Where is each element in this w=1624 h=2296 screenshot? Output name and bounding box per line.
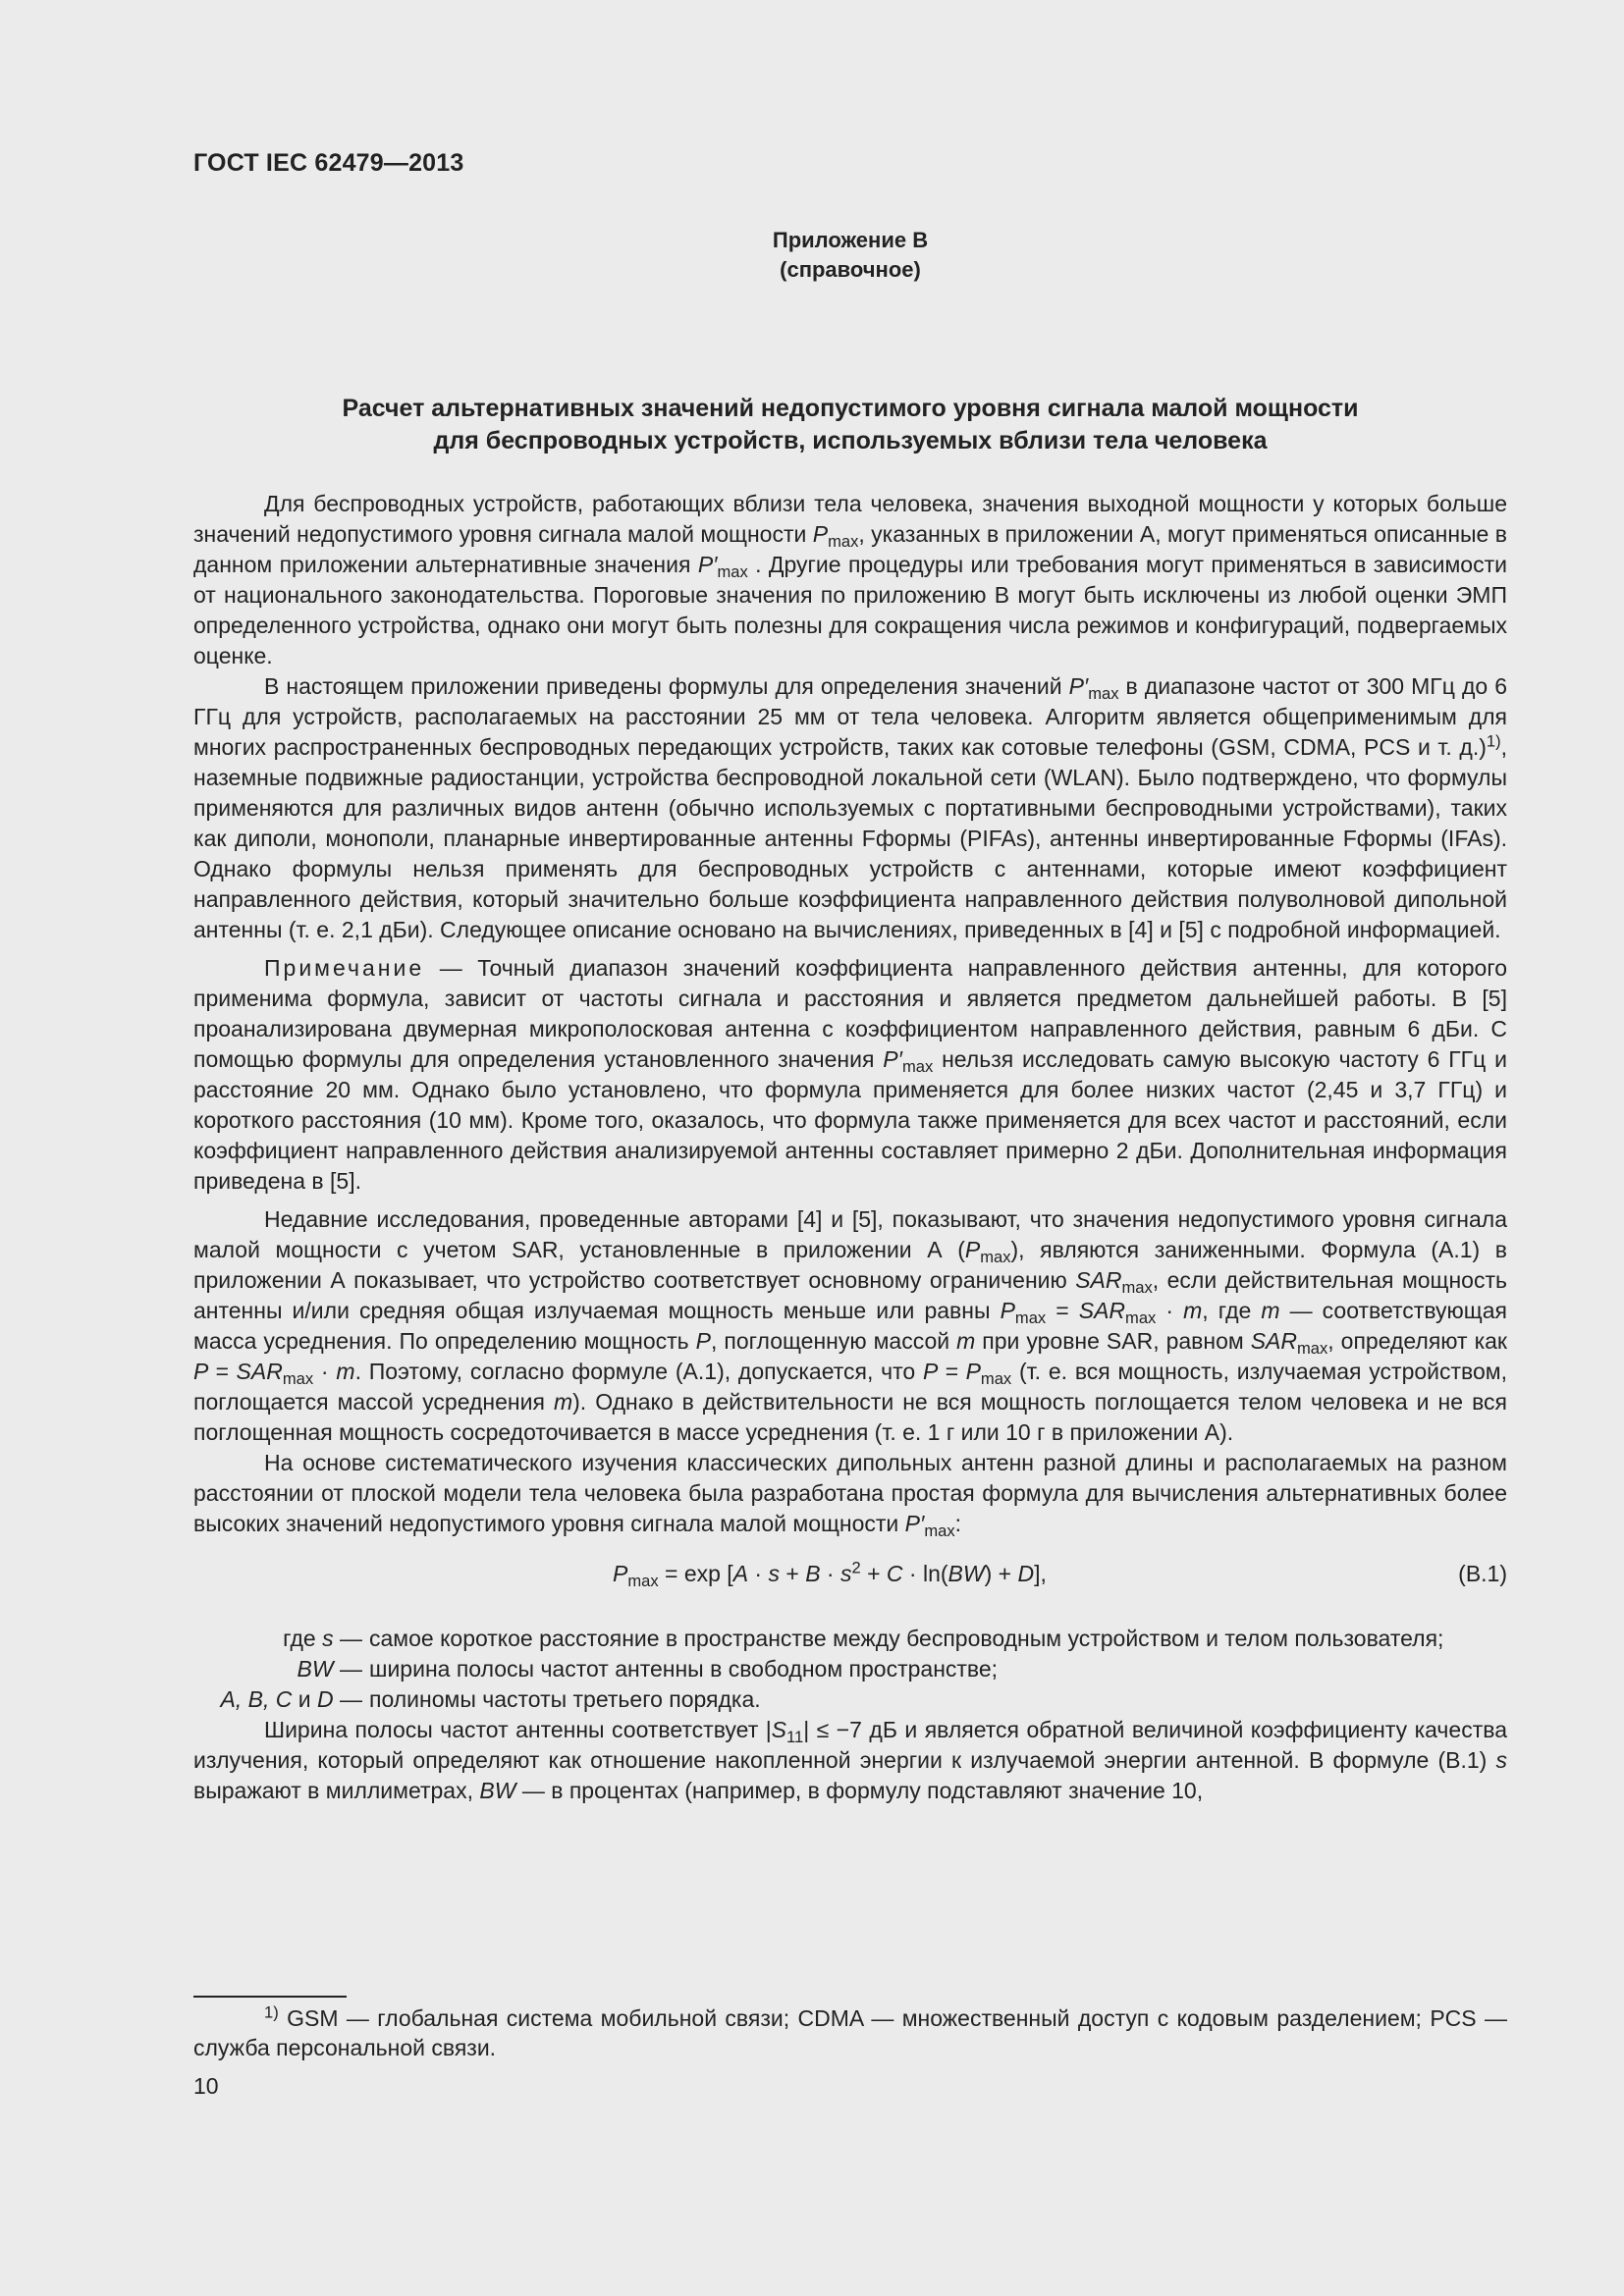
superscript: 2 — [851, 1558, 861, 1577]
text-run: , если действительная мощность антенны и/или средняя общая излучаемая мощность меньше или равны — [193, 1267, 1507, 1323]
symbol: s — [1495, 1747, 1507, 1773]
subscript: max — [1297, 1338, 1328, 1358]
symbol: S — [771, 1717, 787, 1742]
term-prefix: где — [283, 1626, 323, 1651]
text-run: нельзя исследовать самую высокую частоту 6 ГГц и расстояние 20 мм. Однако было установлено, что формула применяется для более низких частот (2,45 и 3,7 ГГц) и короткого расстояния (10 мм). Кроме того, оказалось, что формула также применяется для всех частот и расстояний, если коэффициент направленного действия анализируемой антенны составляет примерно 2 дБи. Дополнительная информация приведена в [5]. — [193, 1046, 1507, 1194]
symbol: m — [1183, 1298, 1203, 1323]
symbol: P = P — [923, 1359, 981, 1384]
formula-text: · ln( — [902, 1561, 948, 1586]
text-run: · — [313, 1359, 337, 1384]
symbol: m — [1261, 1298, 1280, 1323]
text-run: ), являются заниженными. Формула (А.1) в приложении А показывает, что устройство соответствует основному ограничению — [193, 1237, 1508, 1293]
symbol: SAR — [1250, 1328, 1297, 1354]
subscript: max — [980, 1368, 1012, 1388]
text-run: — соответствующая масса усреднения. По определению мощность — [193, 1298, 1507, 1354]
text-run: в диапазоне частот от 300 МГц до 6 ГГц для устройств, располагаемых на расстоянии 25 мм от тела человека. Алгоритм является общеприменимым для многих распространенных беспроводных передающих устройств, таких как сотовые телефоны (GSM, CDMA, PCS и т. д.) — [193, 673, 1507, 760]
formula-symbol: C — [886, 1561, 903, 1586]
formula-text: · — [820, 1561, 840, 1586]
term-dash: — — [333, 1656, 362, 1682]
subscript: 11 — [786, 1727, 804, 1746]
text-run: — Точный диапазон значений коэффициента направленного действия антенны, для которого применима формула, зависит от частоты сигнала и расстояния и является предметом дальнейшей работы. В [5] проанализирована двумерная микрополосковая антенна с коэффициентом направленного действия, равным 6 дБи. С помощью формулы для определения установленного значения — [193, 955, 1507, 1072]
text-run: . Поэтому, согласно формуле (А.1), допускается, что — [354, 1359, 924, 1384]
subscript: max — [828, 531, 859, 551]
text-run: · — [1156, 1298, 1184, 1323]
formula-text: = exp [ — [658, 1561, 733, 1586]
formula-text: + — [860, 1561, 887, 1586]
symbol: SAR — [1078, 1298, 1126, 1323]
definition-description: самое короткое расстояние в пространстве между беспроводным устройством и телом пользователя; — [369, 1626, 1444, 1651]
symbol: m — [956, 1328, 976, 1354]
text-run: (т. е. вся мощность, излучаемая устройством, поглощается массой усреднения — [193, 1359, 1507, 1415]
text-run: : — [954, 1511, 961, 1536]
formula-expression — [613, 1559, 1047, 1589]
paragraph-3 — [193, 1204, 1507, 1448]
term-dash: — — [333, 1626, 362, 1651]
formula-symbol: P — [613, 1561, 628, 1586]
definition-term — [193, 1684, 369, 1715]
formula-symbol: BW — [947, 1561, 985, 1586]
term-dash: — — [333, 1686, 362, 1712]
paragraph-1 — [193, 489, 1507, 671]
subscript: max — [1121, 1277, 1153, 1297]
symbol: BW — [479, 1778, 516, 1803]
term-symbol: A, B, C — [220, 1686, 293, 1712]
paragraph-5 — [193, 1715, 1507, 1806]
definition-description: ширина полосы частот антенны в свободном пространстве; — [369, 1656, 999, 1682]
subscript: max — [901, 1056, 934, 1076]
definition-term — [193, 1624, 369, 1654]
text-run: выражают в миллиметрах, — [193, 1778, 480, 1803]
definition-description: полиномы частоты третьего порядка. — [369, 1686, 761, 1712]
definitions-list — [193, 1624, 1507, 1715]
term-symbol: s — [322, 1626, 334, 1651]
formula-symbol: A — [732, 1561, 749, 1586]
formula-symbol: B — [805, 1561, 821, 1586]
definition-item — [193, 1654, 1507, 1684]
symbol-p-prime: P′ — [1068, 673, 1089, 699]
symbol: m — [553, 1389, 573, 1415]
text-run: , где — [1202, 1298, 1262, 1323]
symbol: P = SAR — [193, 1359, 283, 1384]
symbol-p-prime: P′ — [697, 552, 718, 577]
subscript: max — [1088, 683, 1119, 703]
text-run: На основе систематического изучения классических дипольных антенн разной длины и располагаемых на разном расстоянии от плоской модели тела человека была разработана простая формула для вычисления альтернативных более высоких значений недопустимого уровня сигнала малой мощности — [193, 1450, 1507, 1536]
annex-status: (справочное) — [780, 257, 921, 282]
annex-title-line-1: Расчет альтернативных значений недопустимого уровня сигнала малой мощности — [342, 395, 1359, 422]
paragraph-4 — [193, 1448, 1507, 1539]
formula-symbol: D — [1017, 1561, 1035, 1586]
symbol-p-prime: P′ — [883, 1046, 902, 1072]
note-label: Примечание — [264, 955, 425, 981]
definition-item — [193, 1624, 1507, 1654]
text-run: , поглощенную массой — [711, 1328, 957, 1354]
text-run: , наземные подвижные радиостанции, устройства беспроводной локальной сети (WLAN). Было подтверждено, что формулы применяются для различных видов антенн (обычно используемых с портативными беспроводными устройствами), таких как диполи, монополи, планарные инвертированные антенны Fформы (PIFAs), антенны инвертированные Fформы (IFAs). Однако формулы нельзя применять для беспроводных устройств с антеннами, которые имеют коэффициент направленного действия, который значительно больше коэффициента направленного действия полуволновой дипольной антенны (т. е. 2,1 дБи). Следующее описание основано на вычислениях, приведенных в [4] и [5] с подробной информацией. — [193, 734, 1507, 942]
symbol-p: P — [812, 521, 829, 547]
text-run: при уровне SAR, равном — [975, 1328, 1251, 1354]
footnote-separator — [193, 1996, 347, 1998]
symbol: SAR — [1075, 1267, 1122, 1293]
term-symbol: BW — [297, 1656, 334, 1682]
footnote-text — [193, 2003, 1507, 2062]
formula-text: · — [748, 1561, 769, 1586]
symbol: P — [1000, 1298, 1015, 1323]
text-run: Для беспроводных устройств, работающих вблизи тела человека, значения выходной мощности у которых больше значений недопустимого уровня сигнала малой мощности — [193, 491, 1507, 547]
body-text — [193, 489, 1507, 1806]
note-paragraph — [193, 953, 1507, 1197]
annex-title-line-2: для беспроводных устройств, используемых вблизи тела человека — [433, 427, 1268, 454]
text-run: . Другие процедуры или требования могут применяться в зависимости от национального законодательства. Пороговые значения по приложению В могут быть исключены из любой оценки ЭМП определенного устройства, однако они могут быть полезны для сокращения числа режимов и конфигураций, подвергаемых оценке. — [193, 552, 1507, 668]
formula-text: ) + — [984, 1561, 1018, 1586]
formula-symbol: s — [840, 1561, 852, 1586]
text-run: , определяют как — [1327, 1328, 1507, 1354]
symbol: m — [336, 1359, 355, 1384]
subscript: max — [980, 1247, 1011, 1266]
subscript: max — [1014, 1308, 1047, 1327]
footnote-mark: 1) — [264, 2002, 279, 2022]
subscript: max — [717, 561, 748, 581]
text-run: = — [1046, 1298, 1079, 1323]
subscript: max — [924, 1521, 955, 1540]
symbol: P — [695, 1328, 711, 1354]
footnote-body: GSM — глобальная система мобильной связи; CDMA — множественный доступ с кодовым разделением; PCS — служба персональной связи. — [193, 2005, 1507, 2060]
text-run: Ширина полосы частот антенны соответствует | — [264, 1717, 772, 1742]
annex-label: Приложение В — [772, 228, 929, 252]
term-conjunction: и — [292, 1686, 317, 1712]
annex-heading — [0, 226, 1624, 285]
subscript: max — [1125, 1308, 1157, 1327]
standard-designation: ГОСТ IEC 62479—2013 — [193, 149, 464, 177]
subscript: max — [627, 1571, 659, 1590]
text-run: , указанных в приложении А, могут применяться описанные в данном приложении альтернативные значения — [193, 521, 1507, 577]
footnote — [193, 2003, 1507, 2062]
definition-item — [193, 1684, 1507, 1715]
term-symbol: D — [316, 1686, 334, 1712]
formula-text: + — [779, 1561, 806, 1586]
annex-title — [193, 393, 1507, 457]
formula-symbol: s — [768, 1561, 780, 1586]
symbol-p-prime: P′ — [904, 1511, 925, 1536]
text-run: Недавние исследования, проведенные авторами [4] и [5], показывают, что значения недопустимого уровня сигнала малой мощности с учетом SAR, установленные в приложении А ( — [193, 1206, 1507, 1262]
text-run: — в процентах (например, в формулу подставляют значение 10, — [515, 1778, 1204, 1803]
footnote-reference: 1) — [1486, 731, 1501, 751]
paragraph-2 — [193, 671, 1507, 945]
formula-b1 — [193, 1559, 1507, 1598]
symbol: P — [964, 1237, 981, 1262]
formula-number: (В.1) — [1458, 1561, 1507, 1586]
page-number: 10 — [193, 2073, 219, 2099]
subscript: max — [282, 1368, 314, 1388]
text-run: | ≤ −7 дБ и является обратной величиной коэффициенту качества излучения, который определяют как отношение накопленной энергии к излучаемой энергии антенной. В формуле (В.1) — [193, 1717, 1507, 1773]
formula-text: ], — [1034, 1561, 1047, 1586]
definition-term — [193, 1654, 369, 1684]
text-run: В настоящем приложении приведены формулы для определения значений — [264, 673, 1069, 699]
text-run: ). Однако в действительности не вся мощность поглощается телом человека и не вся поглощенная мощность сосредоточивается в массе усреднения (т. е. 1 г или 10 г в приложении А). — [193, 1389, 1508, 1445]
